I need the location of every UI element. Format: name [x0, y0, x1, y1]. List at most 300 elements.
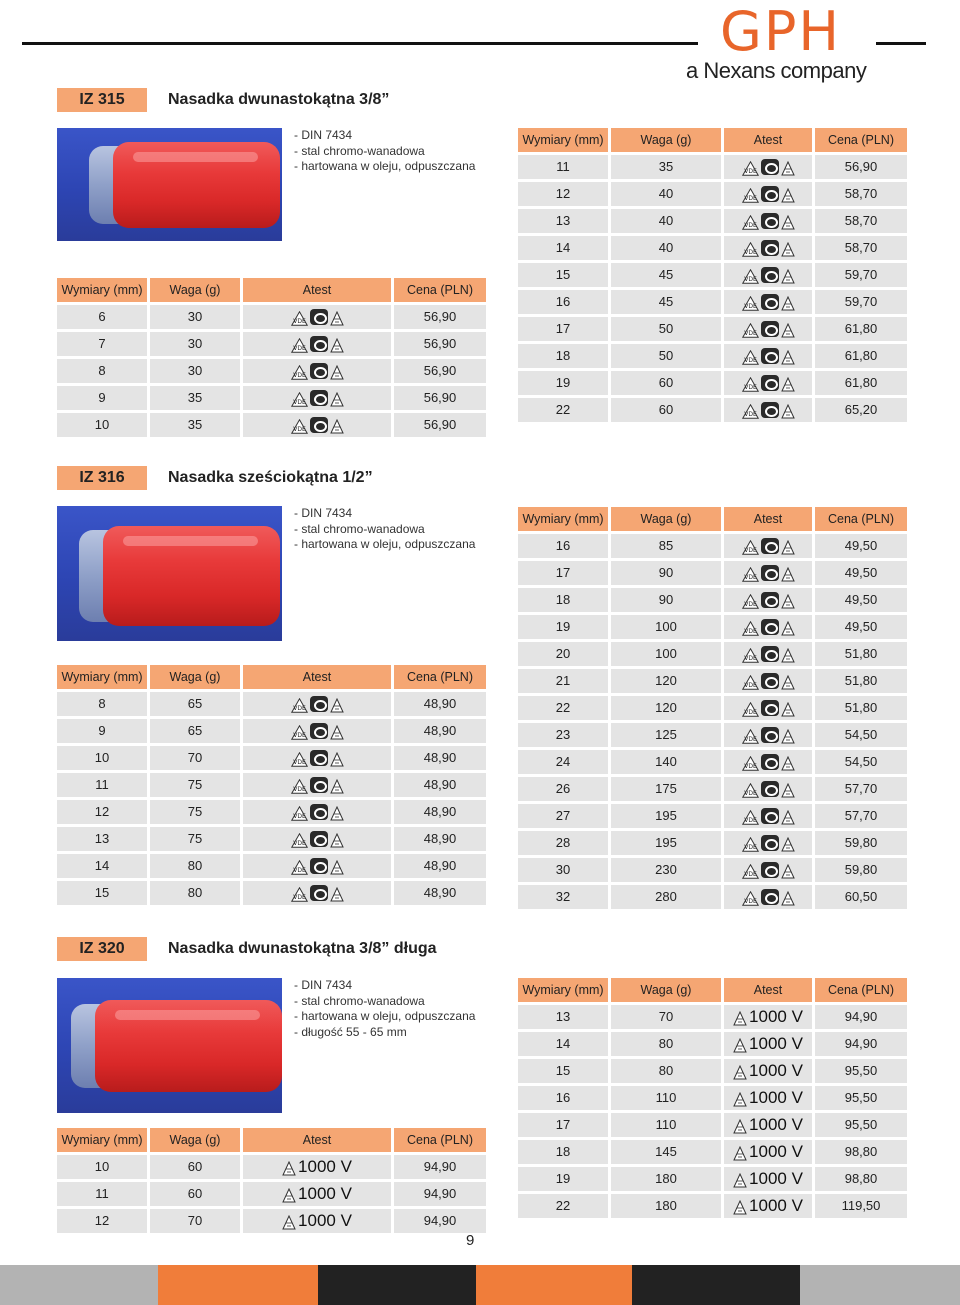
cert-cell: [724, 209, 812, 233]
cert-cell: [243, 413, 391, 437]
cert-cell: [243, 1182, 391, 1206]
price-cell: 58,70: [815, 236, 907, 260]
size-cell: 12: [57, 1209, 147, 1233]
vde-mark-icon: [291, 697, 308, 712]
cert-cell: [724, 561, 812, 585]
product-code: IZ 320: [57, 937, 147, 961]
weight-cell: 100: [611, 642, 721, 666]
description-line: - DIN 7434: [294, 128, 353, 142]
price-cell: 61,80: [815, 371, 907, 395]
weight-cell: 110: [611, 1086, 721, 1110]
size-cell: 16: [518, 1086, 608, 1110]
weight-cell: 40: [611, 182, 721, 206]
vde-mark-icon: [291, 391, 308, 406]
cert-cell: [724, 804, 812, 828]
product-photo: [57, 978, 282, 1113]
weight-cell: 35: [150, 413, 240, 437]
socket-highlight: [123, 536, 258, 546]
gs-mark-icon: [761, 267, 779, 283]
warning-triangle-icon: [733, 1172, 747, 1186]
socket-highlight: [133, 152, 258, 162]
footer-bar-black-1: [318, 1265, 476, 1305]
size-cell: 18: [518, 344, 608, 368]
size-cell: 22: [518, 1194, 608, 1218]
warning-triangle-icon: [330, 364, 344, 378]
size-cell: 23: [518, 723, 608, 747]
warning-triangle-icon: [733, 1145, 747, 1159]
table-header-row: [57, 1128, 486, 1152]
table-row: [518, 696, 907, 720]
product-title: Nasadka dwunastokątna 3/8” długa: [168, 940, 437, 957]
table-row: [518, 669, 907, 693]
size-cell: 15: [518, 263, 608, 287]
size-cell: 24: [518, 750, 608, 774]
svg-text:VDE: VDE: [743, 708, 757, 716]
gs-mark-icon: [761, 213, 779, 229]
gs-mark-icon: [310, 777, 328, 793]
size-cell: 6: [57, 305, 147, 329]
cert-cell: [243, 827, 391, 851]
gs-mark-icon: [310, 723, 328, 739]
description-line: - hartowana w oleju, odpuszczana: [294, 159, 476, 173]
voltage-rating: 1000 V: [298, 1157, 352, 1176]
price-cell: 48,90: [394, 773, 486, 797]
vde-mark-icon: [742, 160, 759, 175]
weight-cell: 45: [611, 263, 721, 287]
svg-text:VDE: VDE: [743, 194, 757, 202]
svg-text:VDE: VDE: [743, 600, 757, 608]
weight-cell: 40: [611, 236, 721, 260]
warning-triangle-icon: [781, 755, 795, 769]
warning-triangle-icon: [781, 890, 795, 904]
warning-triangle-icon: [330, 859, 344, 873]
weight-cell: 75: [150, 827, 240, 851]
cert-cell: [243, 746, 391, 770]
vde-mark-icon: [291, 859, 308, 874]
svg-text:VDE: VDE: [292, 785, 306, 793]
gs-mark-icon: [761, 402, 779, 418]
column-header-cert: Atest: [243, 665, 391, 689]
size-cell: 12: [518, 182, 608, 206]
vde-mark-icon: [291, 724, 308, 739]
price-cell: 56,90: [815, 155, 907, 179]
price-cell: 51,80: [815, 669, 907, 693]
table-row: [518, 263, 907, 287]
table-row: [57, 332, 486, 356]
table-row: [518, 236, 907, 260]
weight-cell: 90: [611, 561, 721, 585]
price-cell: 49,50: [815, 588, 907, 612]
voltage-rating: 1000 V: [749, 1088, 803, 1107]
cert-cell: [724, 1032, 812, 1056]
warning-triangle-icon: [733, 1199, 747, 1213]
table-row: [518, 885, 907, 909]
vde-mark-icon: [742, 376, 759, 391]
weight-cell: 30: [150, 305, 240, 329]
table-row: [518, 209, 907, 233]
warning-triangle-icon: [781, 674, 795, 688]
table-header-row: [57, 665, 486, 689]
warning-triangle-icon: [781, 647, 795, 661]
gs-mark-icon: [310, 417, 328, 433]
vde-mark-icon: [742, 863, 759, 878]
product-description: [294, 978, 475, 1040]
size-cell: 20: [518, 642, 608, 666]
warning-triangle-icon: [781, 593, 795, 607]
cert-cell: [724, 696, 812, 720]
weight-cell: 75: [150, 773, 240, 797]
cert-cell: [724, 1113, 812, 1137]
size-cell: 14: [518, 1032, 608, 1056]
svg-text:VDE: VDE: [292, 839, 306, 847]
size-cell: 16: [518, 290, 608, 314]
table-row: [518, 1194, 907, 1218]
vde-mark-icon: [291, 832, 308, 847]
weight-cell: 70: [150, 746, 240, 770]
vde-mark-icon: [291, 337, 308, 352]
description-line: - długość 55 - 65 mm: [294, 1024, 407, 1039]
warning-triangle-icon: [781, 268, 795, 282]
warning-triangle-icon: [733, 1091, 747, 1105]
product-code: IZ 316: [57, 466, 147, 490]
price-cell: 95,50: [815, 1113, 907, 1137]
column-header-cert: Atest: [724, 128, 812, 152]
warning-triangle-icon: [781, 620, 795, 634]
cert-cell: [724, 885, 812, 909]
table-row: [57, 773, 486, 797]
table-row: [57, 692, 486, 716]
size-cell: 17: [518, 317, 608, 341]
gs-mark-icon: [761, 808, 779, 824]
gs-mark-icon: [761, 375, 779, 391]
gs-mark-icon: [310, 696, 328, 712]
vde-mark-icon: [742, 187, 759, 202]
weight-cell: 80: [150, 854, 240, 878]
gs-mark-icon: [761, 294, 779, 310]
svg-text:VDE: VDE: [743, 735, 757, 743]
weight-cell: 100: [611, 615, 721, 639]
svg-text:VDE: VDE: [292, 704, 306, 712]
price-cell: 54,50: [815, 723, 907, 747]
vde-mark-icon: [742, 701, 759, 716]
product-code: IZ 315: [57, 88, 147, 112]
vde-mark-icon: [742, 322, 759, 337]
cert-cell: [724, 344, 812, 368]
column-header-size: Wymiary (mm): [518, 507, 608, 531]
weight-cell: 75: [150, 800, 240, 824]
warning-triangle-icon: [781, 403, 795, 417]
footer-bar-gray-2: [800, 1265, 960, 1305]
weight-cell: 65: [150, 719, 240, 743]
cert-cell: [243, 800, 391, 824]
size-cell: 27: [518, 804, 608, 828]
warning-triangle-icon: [330, 310, 344, 324]
weight-cell: 180: [611, 1194, 721, 1218]
table-row: [518, 723, 907, 747]
table-header-row: [518, 978, 907, 1002]
warning-triangle-icon: [781, 241, 795, 255]
vde-mark-icon: [291, 778, 308, 793]
column-header-weight: Waga (g): [611, 978, 721, 1002]
table-row: [57, 827, 486, 851]
warning-triangle-icon: [781, 376, 795, 390]
vde-mark-icon: [291, 805, 308, 820]
svg-text:VDE: VDE: [743, 681, 757, 689]
table-row: [518, 588, 907, 612]
size-cell: 14: [57, 854, 147, 878]
gs-mark-icon: [761, 862, 779, 878]
vde-mark-icon: [291, 751, 308, 766]
price-cell: 57,70: [815, 777, 907, 801]
table-row: [518, 858, 907, 882]
table-row: [518, 371, 907, 395]
svg-text:VDE: VDE: [743, 816, 757, 824]
voltage-rating: 1000 V: [749, 1115, 803, 1134]
price-cell: 48,90: [394, 719, 486, 743]
price-cell: 56,90: [394, 305, 486, 329]
socket-body-image: [95, 1000, 282, 1092]
warning-triangle-icon: [733, 1037, 747, 1051]
table-header-row: [518, 128, 907, 152]
header-rule: [22, 42, 698, 45]
weight-cell: 60: [611, 371, 721, 395]
table-row: [57, 719, 486, 743]
warning-triangle-icon: [330, 778, 344, 792]
gs-mark-icon: [310, 804, 328, 820]
size-cell: 15: [518, 1059, 608, 1083]
weight-cell: 195: [611, 804, 721, 828]
price-cell: 48,90: [394, 854, 486, 878]
product-title: Nasadka dwunastokątna 3/8”: [168, 91, 390, 108]
size-cell: 16: [518, 534, 608, 558]
weight-cell: 65: [150, 692, 240, 716]
warning-triangle-icon: [330, 805, 344, 819]
price-cell: 54,50: [815, 750, 907, 774]
gs-mark-icon: [310, 750, 328, 766]
size-cell: 13: [518, 209, 608, 233]
size-cell: 11: [57, 773, 147, 797]
column-header-price: Cena (PLN): [815, 128, 907, 152]
svg-text:VDE: VDE: [743, 870, 757, 878]
footer-bar-black-2: [632, 1265, 800, 1305]
table-row: [57, 413, 486, 437]
size-cell: 10: [57, 746, 147, 770]
svg-text:VDE: VDE: [743, 248, 757, 256]
gs-mark-icon: [761, 754, 779, 770]
price-cell: 56,90: [394, 386, 486, 410]
weight-cell: 60: [150, 1155, 240, 1179]
header-rule-right: [876, 42, 926, 45]
gs-mark-icon: [310, 858, 328, 874]
weight-cell: 30: [150, 359, 240, 383]
vde-mark-icon: [291, 418, 308, 433]
cert-cell: [243, 305, 391, 329]
price-cell: 59,80: [815, 858, 907, 882]
weight-cell: 90: [611, 588, 721, 612]
size-cell: 32: [518, 885, 608, 909]
size-cell: 22: [518, 398, 608, 422]
price-cell: 56,90: [394, 332, 486, 356]
voltage-rating: 1000 V: [749, 1034, 803, 1053]
gs-mark-icon: [310, 831, 328, 847]
table-row: [57, 1182, 486, 1206]
price-cell: 95,50: [815, 1059, 907, 1083]
socket-body-image: [113, 142, 280, 228]
cert-cell: [243, 881, 391, 905]
warning-triangle-icon: [781, 782, 795, 796]
warning-triangle-icon: [781, 349, 795, 363]
vde-mark-icon: [742, 593, 759, 608]
price-cell: 58,70: [815, 182, 907, 206]
table-header-row: [57, 278, 486, 302]
weight-cell: 45: [611, 290, 721, 314]
warning-triangle-icon: [781, 160, 795, 174]
brand-tagline: a Nexans company: [686, 58, 867, 83]
svg-text:VDE: VDE: [292, 398, 306, 406]
size-cell: 9: [57, 719, 147, 743]
table-row: [57, 386, 486, 410]
price-cell: 56,90: [394, 413, 486, 437]
gs-mark-icon: [761, 835, 779, 851]
weight-cell: 230: [611, 858, 721, 882]
size-cell: 13: [57, 827, 147, 851]
cert-cell: [724, 750, 812, 774]
price-cell: 49,50: [815, 534, 907, 558]
vde-mark-icon: [742, 890, 759, 905]
column-header-size: Wymiary (mm): [57, 665, 147, 689]
column-header-price: Cena (PLN): [394, 278, 486, 302]
svg-text:VDE: VDE: [743, 573, 757, 581]
price-cell: 60,50: [815, 885, 907, 909]
vde-mark-icon: [291, 364, 308, 379]
gs-mark-icon: [310, 885, 328, 901]
price-cell: 48,90: [394, 692, 486, 716]
cert-cell: [724, 1140, 812, 1164]
svg-text:VDE: VDE: [743, 329, 757, 337]
table-row: [518, 317, 907, 341]
price-cell: 59,70: [815, 263, 907, 287]
svg-text:VDE: VDE: [292, 371, 306, 379]
table-row: [518, 615, 907, 639]
table-row: [518, 290, 907, 314]
column-header-weight: Waga (g): [150, 278, 240, 302]
size-cell: 12: [57, 800, 147, 824]
svg-text:VDE: VDE: [292, 866, 306, 874]
price-cell: 94,90: [394, 1182, 486, 1206]
price-cell: 48,90: [394, 800, 486, 824]
price-cell: 94,90: [815, 1032, 907, 1056]
weight-cell: 120: [611, 669, 721, 693]
page-number: 9: [466, 1232, 475, 1249]
cert-cell: [243, 359, 391, 383]
table-header-row: [518, 507, 907, 531]
svg-text:VDE: VDE: [743, 221, 757, 229]
size-cell: 17: [518, 561, 608, 585]
price-cell: 94,90: [815, 1005, 907, 1029]
size-cell: 28: [518, 831, 608, 855]
price-cell: 49,50: [815, 615, 907, 639]
cert-cell: [724, 858, 812, 882]
gs-mark-icon: [761, 159, 779, 175]
svg-text:VDE: VDE: [292, 425, 306, 433]
weight-cell: 125: [611, 723, 721, 747]
warning-triangle-icon: [781, 809, 795, 823]
size-cell: 26: [518, 777, 608, 801]
table-row: [57, 359, 486, 383]
vde-mark-icon: [742, 836, 759, 851]
warning-triangle-icon: [330, 697, 344, 711]
cert-cell: [724, 1194, 812, 1218]
footer-bar-orange-1: [158, 1265, 318, 1305]
svg-text:VDE: VDE: [743, 302, 757, 310]
product-photo: [57, 128, 282, 241]
cert-cell: [724, 777, 812, 801]
warning-triangle-icon: [282, 1187, 296, 1201]
price-cell: 59,80: [815, 831, 907, 855]
vde-mark-icon: [742, 214, 759, 229]
weight-cell: 180: [611, 1167, 721, 1191]
voltage-rating: 1000 V: [749, 1196, 803, 1215]
cert-cell: [724, 1059, 812, 1083]
weight-cell: 30: [150, 332, 240, 356]
warning-triangle-icon: [282, 1160, 296, 1174]
weight-cell: 60: [150, 1182, 240, 1206]
cert-cell: [724, 1167, 812, 1191]
table-row: [518, 750, 907, 774]
weight-cell: 85: [611, 534, 721, 558]
price-cell: 48,90: [394, 881, 486, 905]
column-header-cert: Atest: [243, 1128, 391, 1152]
voltage-rating: 1000 V: [749, 1169, 803, 1188]
description-line: - DIN 7434: [294, 978, 353, 992]
cert-cell: [724, 723, 812, 747]
table-row: [518, 1059, 907, 1083]
cert-cell: [724, 236, 812, 260]
cert-cell: [724, 290, 812, 314]
gs-mark-icon: [761, 646, 779, 662]
warning-triangle-icon: [781, 295, 795, 309]
price-cell: 61,80: [815, 317, 907, 341]
warning-triangle-icon: [330, 337, 344, 351]
cert-cell: [243, 1209, 391, 1233]
size-cell: 7: [57, 332, 147, 356]
warning-triangle-icon: [781, 214, 795, 228]
size-cell: 8: [57, 692, 147, 716]
warning-triangle-icon: [330, 724, 344, 738]
table-row: [518, 1140, 907, 1164]
cert-cell: [724, 398, 812, 422]
cert-cell: [724, 317, 812, 341]
price-cell: 58,70: [815, 209, 907, 233]
column-header-price: Cena (PLN): [394, 1128, 486, 1152]
warning-triangle-icon: [330, 751, 344, 765]
weight-cell: 70: [150, 1209, 240, 1233]
price-cell: 61,80: [815, 344, 907, 368]
socket-highlight: [115, 1010, 260, 1020]
product-title: Nasadka sześciokątna 1/2”: [168, 469, 373, 486]
description-line: - stal chromo-wanadowa: [294, 993, 425, 1008]
cert-cell: [724, 371, 812, 395]
product-description: [294, 506, 475, 553]
column-header-size: Wymiary (mm): [518, 978, 608, 1002]
description-line: - hartowana w oleju, odpuszczana: [294, 537, 476, 551]
svg-text:VDE: VDE: [292, 344, 306, 352]
price-cell: 57,70: [815, 804, 907, 828]
svg-text:VDE: VDE: [743, 762, 757, 770]
svg-text:VDE: VDE: [292, 317, 306, 325]
svg-text:VDE: VDE: [292, 758, 306, 766]
gs-mark-icon: [761, 538, 779, 554]
